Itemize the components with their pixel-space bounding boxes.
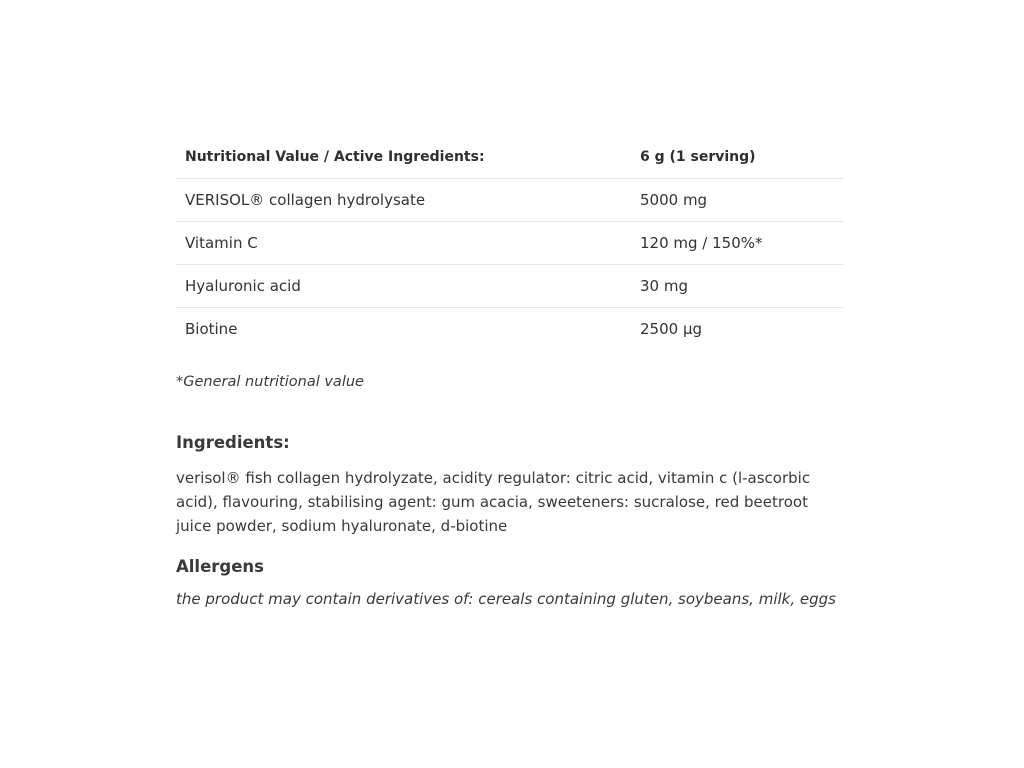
header-name-cell: Nutritional Value / Active Ingredients: — [176, 136, 631, 179]
ingredient-name-cell: VERISOL® collagen hydrolysate — [176, 179, 631, 222]
ingredient-name-cell: Biotine — [185, 319, 238, 338]
header-amount-cell: 6 g (1 serving) — [631, 136, 844, 179]
ingredient-amount-cell: 30 mg — [631, 265, 844, 308]
table-header-row — [176, 136, 844, 179]
ingredients-heading: Ingredients: — [176, 433, 290, 452]
ingredient-amount-cell: 2500 μg — [640, 319, 703, 338]
ingredients-text: verisol® fish collagen hydrolyzate, acidity regulator: citric acid, vitamin c (l-ascorbic acid), flavouring, stabilising agent: gum acacia, sweeteners: sucralose, red beetroot juice powder, sodium hyaluronate, d-biotine — [176, 469, 811, 535]
table-row — [176, 308, 844, 351]
nutrition-table — [176, 136, 844, 350]
table-row — [176, 265, 844, 308]
table-row — [176, 222, 844, 265]
ingredient-amount-cell: 5000 mg — [631, 179, 844, 222]
allergens-text: the product may contain derivatives of: cereals containing gluten, soybeans, milk, eggs — [176, 590, 836, 608]
product-info — [176, 136, 844, 608]
nutrition-footnote: *General nutritional value — [176, 374, 364, 390]
allergens-heading: Allergens — [176, 557, 264, 576]
table-row — [176, 179, 844, 222]
ingredient-name-cell: Hyaluronic acid — [176, 265, 631, 308]
ingredient-amount-cell: 120 mg / 150%* — [631, 222, 844, 265]
ingredient-name-cell: Vitamin C — [176, 222, 631, 265]
